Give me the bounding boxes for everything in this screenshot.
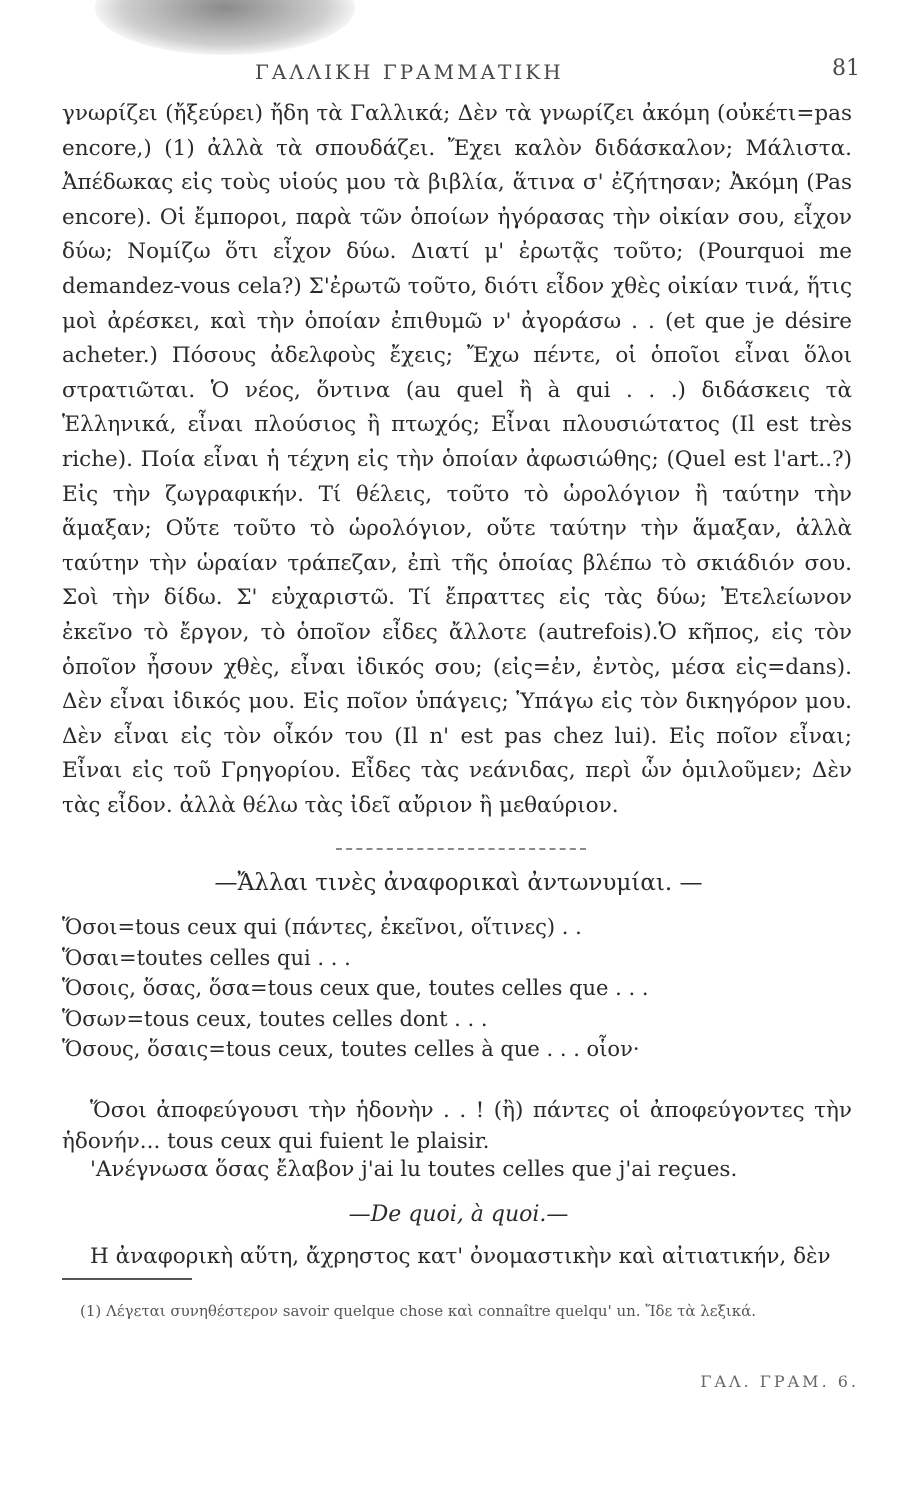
signature-mark: ΓΑΛ. ΓΡΑΜ. 6. [700, 1372, 859, 1391]
page-header [60, 56, 860, 90]
subheading: —De quoi, à quoi.— [348, 1202, 569, 1227]
example-sentence-1: Ὅσοι ἀποφεύγουσι τὴν ἡδονὴν . . ! (ἢ) πάντες οἱ ἀποφεύγοντες τὴν ἡδονήν... tous ceux qui fuient le plaisir. [62, 1098, 852, 1154]
list-item: Ὅσαι=toutes celles qui . . . [62, 945, 351, 970]
page-number: 81 [832, 56, 860, 81]
list-item: Ὅσοι=tous ceux qui (πάντες, ἐκεῖνοι, οἵτινες) . . [62, 915, 582, 939]
section-heading: —Ἄλλαι τινὲς ἀναφορικαὶ ἀντωνυμίαι. — [214, 870, 703, 896]
pronoun-list [62, 912, 852, 1065]
list-item: Ὅσων=tous ceux, toutes celles dont . . . [62, 1006, 488, 1031]
list-item: Ὅσοις, ὅσας, ὅσα=tous ceux que, toutes celles que . . . [62, 976, 649, 1000]
list-item: Ὅσους, ὅσαις=tous ceux, toutes celles à que . . . οἷον· [62, 1037, 640, 1061]
section-divider [336, 848, 586, 850]
footnote-rule [62, 1278, 192, 1280]
example-sentence-2: 'Ανέγνωσα ὅσας ἔλαβον j'ai lu toutes celles que j'ai reçues. [90, 1157, 738, 1182]
continuation-paragraph: Η ἀναφορικὴ αὕτη, ἄχρηστος κατ' ὀνομαστικὴν καὶ αἰτιατικήν, δὲν [90, 1244, 831, 1269]
page-edge-shadow [95, 0, 355, 55]
footnote: (1) Λέγεται συνηθέστερον savoir quelque chose καὶ connaître quelqu' un. Ἴδε τὰ λεξικά. [80, 1302, 756, 1320]
running-title: ΓΑΛΛΙΚΗ ΓΡΑΜΜΑΤΙΚΗ [255, 60, 564, 84]
body-paragraph: γνωρίζει (ἤξεύρει) ἤδη τὰ Γαλλικά; Δὲν τὰ γνωρίζει ἀκόμη (οὐκέτι=pas encore,) (1) ἀλλὰ τὰ σπουδάζει. Ἔχει καλὸν διδάσκαλον; Μάλιστα. Ἀπέδωκας εἰς τοὺς υἱούς μου τὰ βιβλία, ἅτινα σ' ἐζήτησαν; Ἀκόμη (Pas encore). Οἱ ἔμποροι, παρὰ τῶν ὁποίων ἠγόρασας τὴν οἰκίαν σου, εἶχον δύω; Νομίζω ὅτι εἶχον δύω. Διατί μ' ἐρωτᾷς τοῦτο; (Pourquoi me demandez-vous cela?) Σ'ἐρωτῶ τοῦτο, διότι εἶδον χθὲς οἰκίαν τινά, ἥτις μοὶ ἀρέσκει, καὶ τὴν ὁποίαν ἐπιθυμῶ ν' ἀγοράσω . . (et que je désire acheter.) Πόσους ἀδελφοὺς ἔχεις; Ἔχω πέντε, οἱ ὁποῖοι εἶναι ὅλοι στρατιῶται. Ὁ νέος, ὅντινα (au quel ἢ à qui . . .) διδάσκεις τὰ Ἑλληνικά, εἶναι πλούσιος ἢ πτωχός; Εἶναι πλουσιώτατος (Il est très riche). Ποία εἶναι ἡ τέχνη εἰς τὴν ὁποίαν ἀφωσιώθης; (Quel est l'art..?) Εἰς τὴν ζωγραφικήν. Τί θέλεις, τοῦτο τὸ ὡρολόγιον ἢ ταύτην τὴν ἅμαξαν; Οὔτε τοῦτο τὸ ὡρολόγιον, οὔτε ταύτην τὴν ἅμαξαν, ἀλλὰ ταύτην τὴν ὡραίαν τράπεζαν, ἐπὶ τῆς ὁποίας βλέπω τὸ σκιάδιόν σου. Σοὶ τὴν δίδω. Σ' εὐχαριστῶ. Τί ἔπραττες εἰς τὰς δύω; Ἐτελείωνον ἐκεῖνο τὸ ἔργον, τὸ ὁποῖον εἶδες ἄλλοτε (autrefois).Ὁ κῆπος, εἰς τὸν ὁποῖον ἦσουν χθὲς, εἶναι ἰδικός σου; (εἰς=ἐν, ἐντὸς, μέσα εἰς=dans). Δὲν εἶναι ἰδικός μου. Εἰς ποῖον ὑπάγεις; Ὑπάγω εἰς τὸν δικηγόρον μου. Δὲν εἶναι εἰς τὸν οἶκόν του (Il n' est pas chez lui). Εἰς ποῖον εἶναι; Εἶναι εἰς τοῦ Γρηγορίου. Εἶδες τὰς νεάνιδας, περὶ ὧν ὁμιλοῦμεν; Δὲν τὰς εἶδον. ἀλλὰ θέλω τὰς ἰδεῖ αὔριον ἢ μεθαύριον. [62, 101, 852, 818]
